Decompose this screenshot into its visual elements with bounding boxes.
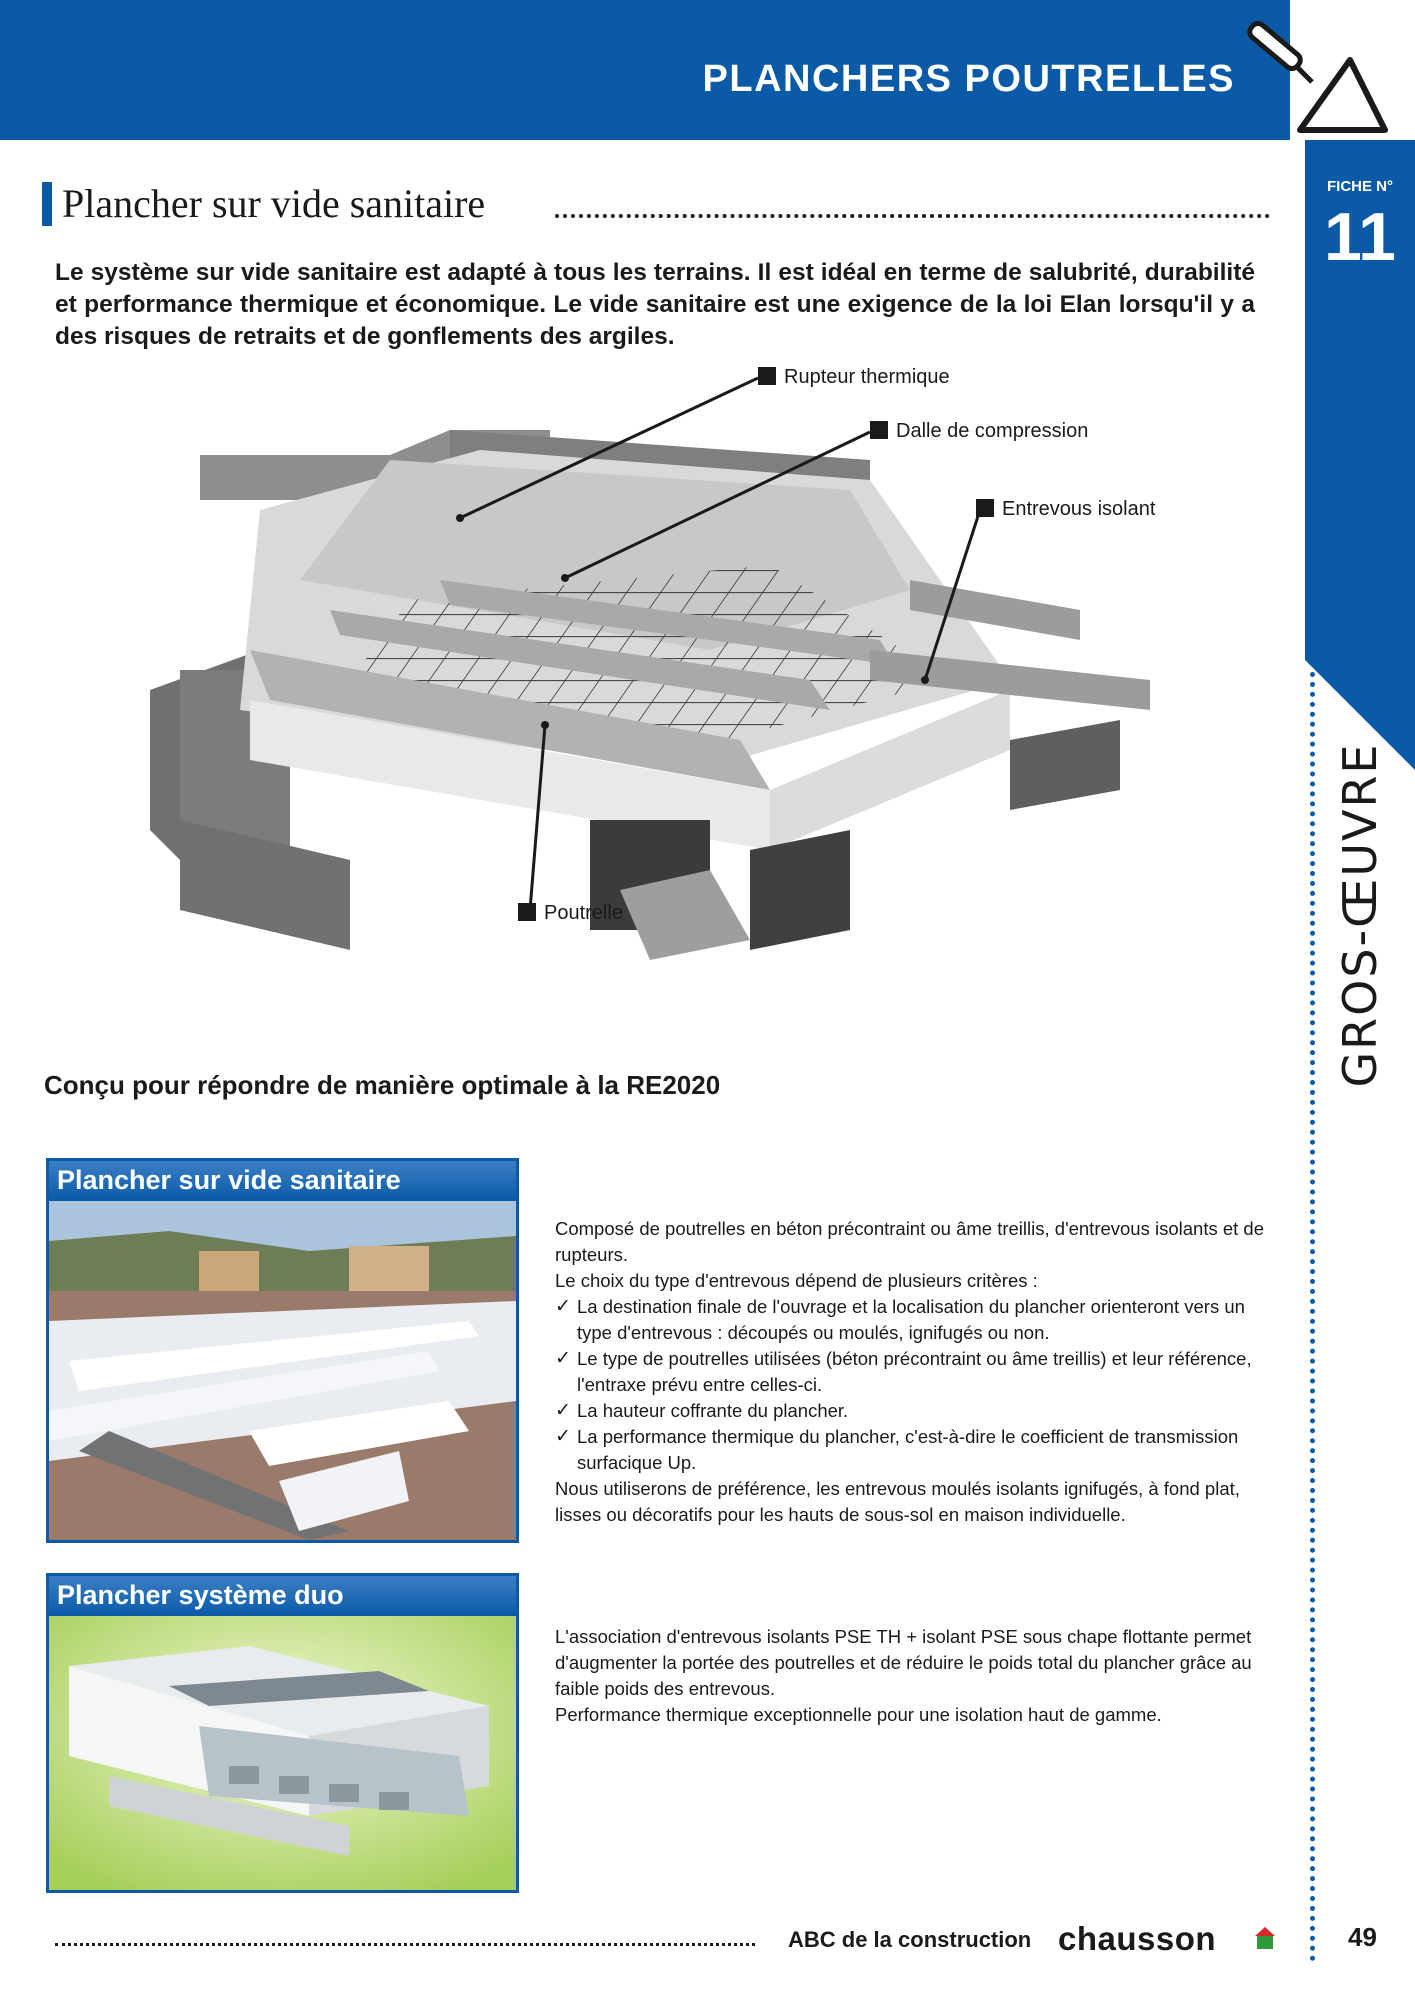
illustration-systeme-duo [49,1616,516,1890]
brand-logo: chausson [1058,1920,1217,1957]
photo-vide-sanitaire [49,1201,516,1540]
criterion-item [555,1294,1275,1346]
callout-square-icon [976,499,994,517]
criterion-text: La performance thermique du plancher, c'est-à-dire le coefficient de transmission surfacique Up. [577,1426,1239,1473]
subheading-re2020: Conçu pour répondre de manière optimale à la RE2020 [44,1070,721,1100]
floor-diagram [150,350,1210,990]
box-plancher-vide-sanitaire [46,1158,519,1543]
box1-criteria-intro: Le choix du type d'entrevous dépend de plusieurs critères : [555,1270,1038,1291]
callout-square-icon [518,903,536,921]
callout-rupteur-thermique [758,366,950,389]
box2-performance: Performance thermique exceptionnelle pour une isolation haut de gamme. [555,1704,1162,1725]
page-title: Plancher sur vide sanitaire [62,181,486,226]
box1-description [555,1216,1275,1528]
criterion-text: Le type de poutrelles utilisées (béton précontraint ou âme treillis) et leur référence, l'entraxe prévu entre celles-ci. [577,1348,1252,1395]
side-dotted-line [1310,672,1315,1962]
criterion-item [555,1424,1275,1476]
page-number: 49 [1348,1922,1377,1952]
header-title: PLANCHERS POUTRELLES [702,58,1235,100]
criterion-text: La destination finale de l'ouvrage et la localisation du plancher orienteront vers un type d'entrevous : découpés ou moulés, ignifugés ou non. [577,1296,1245,1343]
box-plancher-systeme-duo [46,1573,519,1893]
box-title: Plancher système duo [49,1576,516,1616]
section-label [1320,742,1400,1088]
callout-poutrelle [518,902,623,925]
criterion-item [555,1398,1275,1424]
callout-dalle-de-compression [870,420,1088,443]
callout-poutrelle-label: Poutrelle [544,902,623,924]
fiche-label: FICHE N° [1327,178,1393,195]
callout-entrevous-isolant [976,498,1155,521]
callout-square-icon [870,421,888,439]
brand-house-icon [1255,1927,1275,1949]
intro-paragraph: Le système sur vide sanitaire est adapté à tous les terrains. Il est idéal en terme de salubrité, durabilité et performance thermique et économique. Le vide sanitaire est une exigence de la loi Elan lorsqu'il y a des risques de retraits et de gonflements des argiles. [55,259,1255,350]
callout-entrevous-label: Entrevous isolant [1002,498,1156,520]
criterion-text: La hauteur coffrante du plancher. [577,1400,849,1421]
callout-rupteur-label: Rupteur thermique [784,366,950,388]
checkmark-icon: ✓ [555,1426,571,1447]
checkmark-icon: ✓ [555,1296,571,1317]
box-title: Plancher sur vide sanitaire [49,1161,516,1201]
box1-intro: Composé de poutrelles en béton précontraint ou âme treillis, d'entrevous isolants et de rupteurs. [555,1218,1264,1265]
callout-square-icon [758,367,776,385]
callout-dalle-label: Dalle de compression [896,420,1089,442]
title-accent-bar [42,182,52,226]
title-dotted-leader [555,214,1270,218]
criterion-item [555,1346,1275,1398]
box2-description [555,1624,1275,1728]
box2-intro: L'association d'entrevous isolants PSE TH + isolant PSE sous chape flottante permet d'augmenter la portée des poutrelles et de réduire le poids total du plancher grâce au faible poids des entrevous. [555,1626,1252,1699]
checkmark-icon: ✓ [555,1348,571,1369]
footer-dotted-line [55,1943,755,1946]
section-label-text: GROS-ŒUVRE [1333,742,1387,1088]
footer-publication: ABC de la construction [788,1927,1032,1952]
checkmark-icon: ✓ [555,1400,571,1421]
box1-recommendation: Nous utiliserons de préférence, les entrevous moulés isolants ignifugés, à fond plat, lisses ou décoratifs pour les hauts de sous-sol en maison individuelle. [555,1478,1240,1525]
fiche-number: 11 [1324,199,1396,275]
